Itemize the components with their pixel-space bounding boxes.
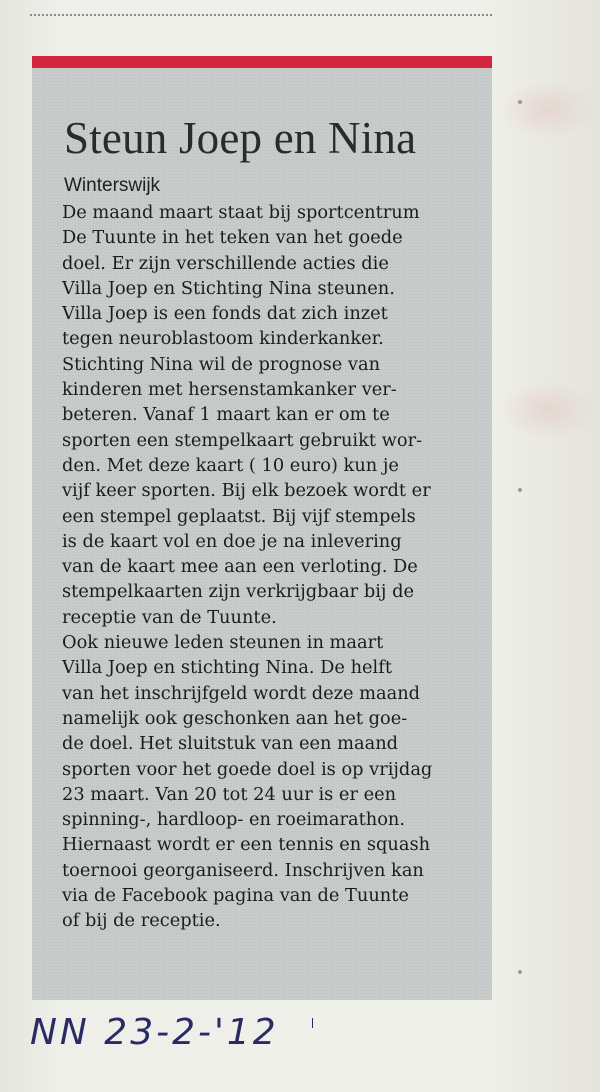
article-line: een stempel geplaatst. Bij vijf stempels	[62, 505, 416, 527]
article-line: den. Met deze kaart ( 10 euro) kun je	[62, 454, 399, 476]
article-line: Hiernaast wordt er een tennis en squash	[62, 834, 431, 856]
staple-dot	[518, 970, 522, 974]
article-line: beteren. Vanaf 1 maart kan er om te	[62, 404, 390, 426]
headline: Steun Joep en Nina	[64, 113, 417, 163]
article-line: of bij de receptie.	[62, 910, 221, 932]
article-line: 23 maart. Van 20 tot 24 uur is er een	[62, 783, 397, 805]
article-line: Stichting Nina wil de prognose van	[62, 353, 381, 375]
article-line: Villa Joep en Stichting Nina steunen.	[62, 277, 395, 299]
newspaper-clipping	[32, 56, 492, 1000]
article-line: spinning-, hardloop- en roeimarathon.	[62, 809, 406, 831]
pen-tick-mark	[312, 1018, 313, 1028]
article-line: De maand maart staat bij sportcentrum	[62, 202, 420, 223]
article-line: tegen neuroblastoom kinderkanker.	[62, 328, 384, 350]
perforation-dots	[30, 14, 492, 16]
bleed-through-mark	[497, 80, 597, 140]
staple-dot	[518, 100, 522, 104]
article-line: van de kaart mee aan een verloting. De	[62, 556, 418, 578]
article-line: Villa Joep is een fonds dat zich inzet	[62, 303, 388, 325]
article-body	[62, 200, 462, 934]
article-line: van het inschrijfgeld wordt deze maand	[62, 682, 421, 704]
article-line: sporten voor het goede doel is op vrijdag	[62, 758, 433, 780]
staple-dot	[518, 488, 522, 492]
article-line: toernooi georganiseerd. Inschrijven kan	[62, 859, 424, 881]
article-line: vijf keer sporten. Bij elk bezoek wordt er	[62, 480, 431, 502]
bleed-through-mark	[497, 380, 597, 440]
article-line: Villa Joep en stichting Nina. De helft	[62, 657, 392, 679]
article-line: is de kaart vol en doe je na inlevering	[62, 530, 402, 552]
article-line: de doel. Het sluitstuk van een maand	[62, 733, 399, 755]
dateline: Winterswijk	[64, 175, 161, 196]
article-line: namelijk ook geschonken aan het goe-	[62, 707, 408, 729]
article-line: via de Facebook pagina van de Tuunte	[62, 885, 409, 907]
article-line: stempelkaarten zijn verkrijgbaar bij de	[62, 581, 414, 603]
article-line: receptie van de Tuunte.	[62, 606, 277, 628]
handwritten-date-note: NN 23-2-'12	[30, 1012, 279, 1053]
article-line: De Tuunte in het teken van het goede	[62, 227, 403, 249]
article-line: kinderen met hersenstamkanker ver-	[62, 379, 397, 401]
article-line: Ook nieuwe leden steunen in maart	[62, 632, 384, 654]
article-line: doel. Er zijn verschillende acties die	[62, 252, 389, 274]
article-line: sporten een stempelkaart gebruikt wor-	[62, 429, 423, 451]
